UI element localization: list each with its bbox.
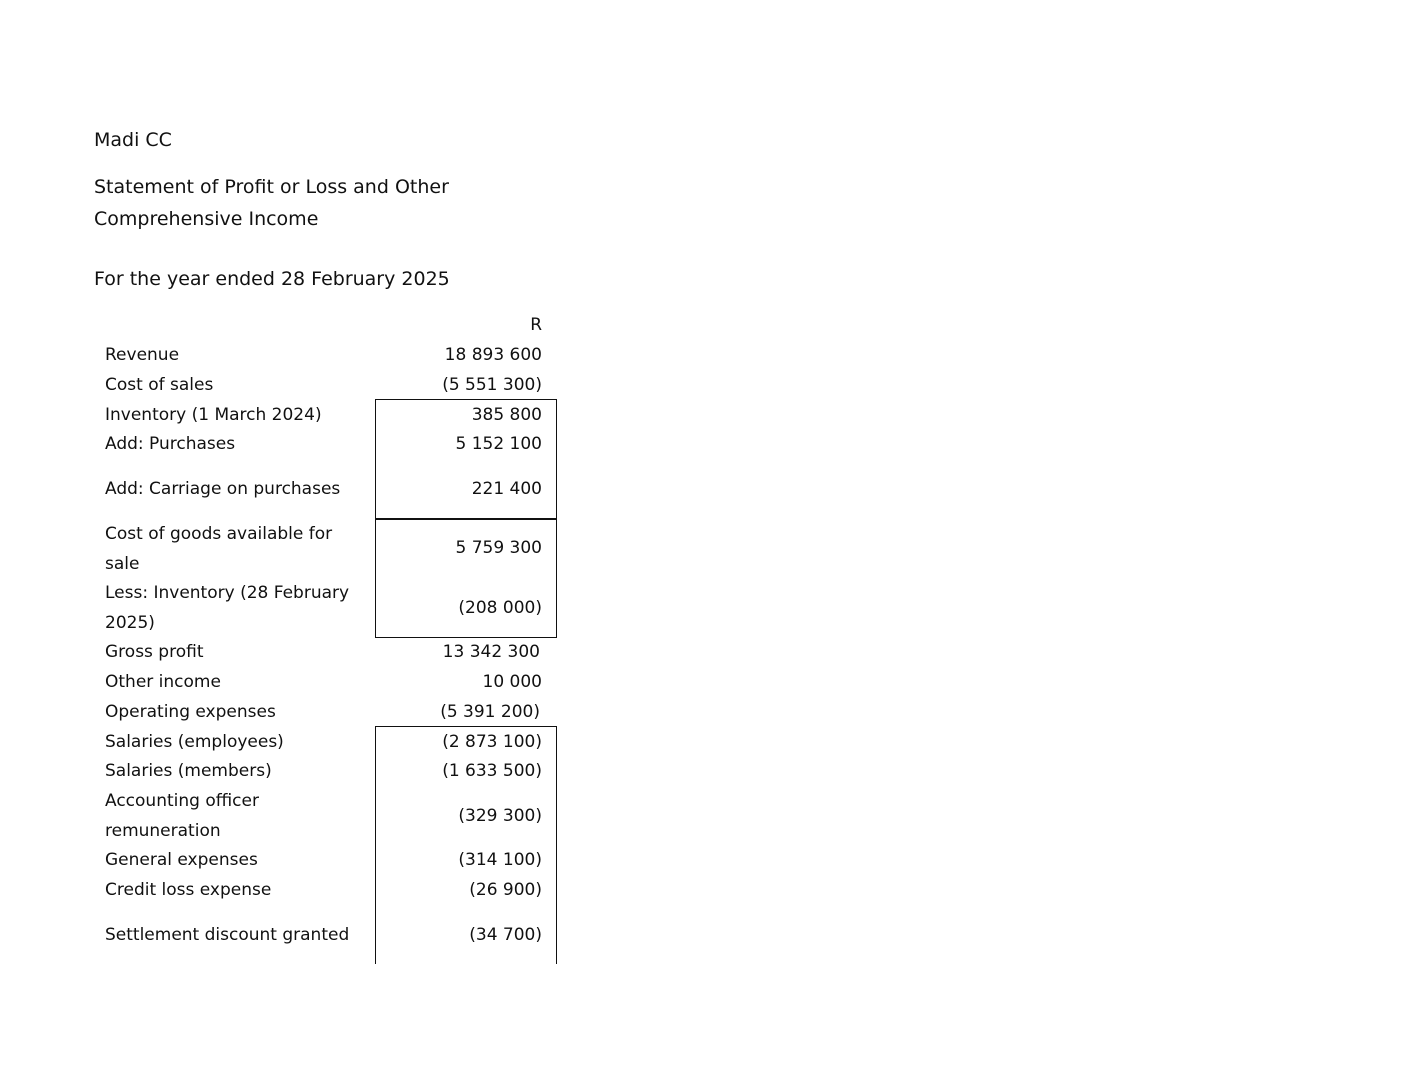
operating-expenses-label: Operating expenses xyxy=(105,702,276,722)
opening-inventory-value: 385 800 xyxy=(471,405,542,425)
credit-loss-label: Credit loss expense xyxy=(105,880,272,900)
other-income-label: Other income xyxy=(105,672,221,692)
purchases-label: Add: Purchases xyxy=(105,434,236,454)
accounting-officer-value: (329 300) xyxy=(458,806,542,826)
revenue-label: Revenue xyxy=(105,345,180,365)
operating-expenses-value: (5 391 200) xyxy=(440,702,540,722)
accounting-officer-label: Accounting officer remuneration xyxy=(105,791,259,841)
salaries-employees-value: (2 873 100) xyxy=(442,732,542,752)
closing-inventory-label: Less: Inventory (28 February 2025) xyxy=(105,583,350,633)
carriage-label: Add: Carriage on purchases xyxy=(105,479,341,499)
goods-available-value: 5 759 300 xyxy=(455,538,542,558)
salaries-employees-label: Salaries (employees) xyxy=(105,732,284,752)
salaries-members-label: Salaries (members) xyxy=(105,761,272,781)
gross-profit-value: 13 342 300 xyxy=(442,642,540,662)
carriage-value: 221 400 xyxy=(471,479,542,499)
settlement-discount-label: Settlement discount granted xyxy=(105,925,350,945)
reporting-period: For the year ended 28 February 2025 xyxy=(94,268,450,290)
closing-inventory-value: (208 000) xyxy=(458,598,542,618)
goods-available-label: Cost of goods available for sale xyxy=(105,524,333,574)
currency-header: R xyxy=(530,315,542,335)
other-income-value: 10 000 xyxy=(482,672,542,692)
statement-title: Statement of Profit or Loss and Other Comprehensive Income xyxy=(94,176,449,230)
opening-inventory-label: Inventory (1 March 2024) xyxy=(105,405,322,425)
salaries-members-value: (1 633 500) xyxy=(442,761,542,781)
general-expenses-label: General expenses xyxy=(105,850,258,870)
cost-of-sales-value: (5 551 300) xyxy=(442,375,542,395)
credit-loss-value: (26 900) xyxy=(469,880,542,900)
purchases-value: 5 152 100 xyxy=(455,434,542,454)
general-expenses-value: (314 100) xyxy=(458,850,542,870)
revenue-value: 18 893 600 xyxy=(444,345,542,365)
company-name: Madi CC xyxy=(94,129,172,151)
gross-profit-label: Gross profit xyxy=(105,642,204,662)
cost-of-sales-label: Cost of sales xyxy=(105,375,214,395)
settlement-discount-value: (34 700) xyxy=(469,925,542,945)
